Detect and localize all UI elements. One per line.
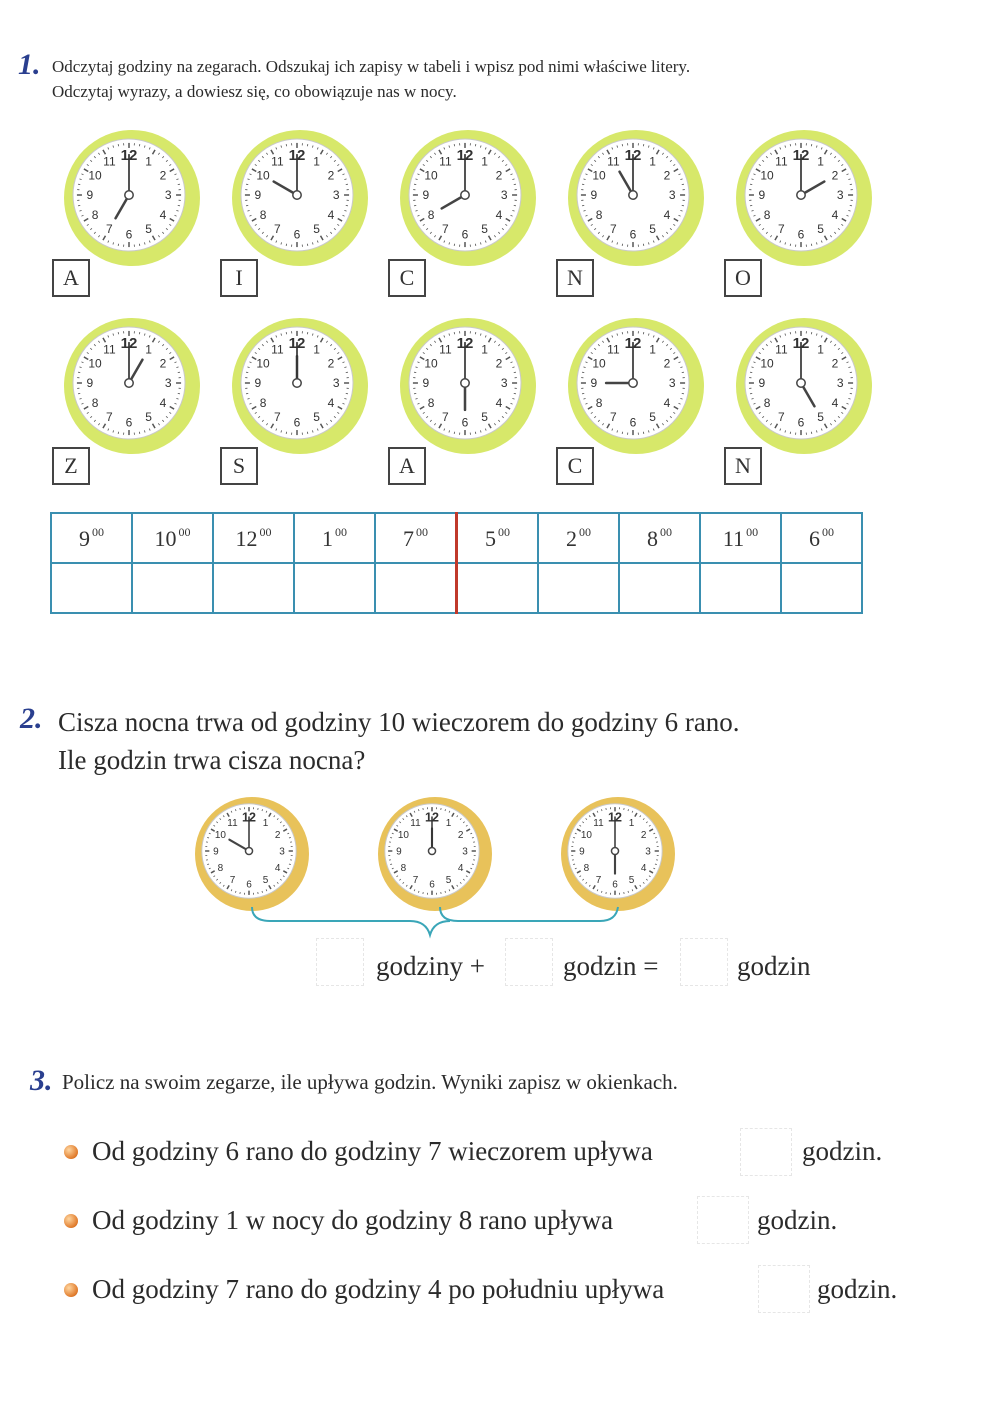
- svg-text:8: 8: [259, 395, 267, 410]
- task3-instruction: Policz na swoim zegarze, ile upływa godzin. Wyniki zapisz w okienkach.: [62, 1070, 678, 1094]
- svg-text:8: 8: [763, 207, 771, 222]
- svg-text:9: 9: [758, 188, 766, 203]
- svg-text:1: 1: [313, 154, 320, 169]
- svg-text:9: 9: [86, 376, 94, 391]
- svg-text:5: 5: [481, 410, 488, 425]
- svg-text:2: 2: [159, 356, 167, 371]
- svg-text:5: 5: [313, 410, 320, 425]
- svg-text:10: 10: [88, 356, 102, 371]
- interval-braces: [240, 905, 630, 945]
- svg-text:3: 3: [668, 376, 676, 391]
- bullet-icon: [64, 1145, 78, 1159]
- clock-letter-box: I: [220, 259, 258, 297]
- svg-text:10: 10: [88, 168, 102, 183]
- table-answer-cell[interactable]: [538, 563, 619, 613]
- svg-text:2: 2: [159, 168, 167, 183]
- svg-text:2: 2: [663, 168, 671, 183]
- svg-text:2: 2: [457, 829, 464, 841]
- svg-text:8: 8: [427, 207, 435, 222]
- table-answer-cell[interactable]: [132, 563, 213, 613]
- svg-text:9: 9: [254, 376, 262, 391]
- clock-4: [566, 128, 706, 268]
- svg-text:5: 5: [145, 410, 152, 425]
- svg-text:6: 6: [797, 415, 805, 430]
- brace-right: [440, 907, 618, 921]
- svg-text:5: 5: [313, 222, 320, 237]
- bullet-icon: [64, 1214, 78, 1228]
- svg-text:9: 9: [579, 846, 585, 858]
- svg-text:1: 1: [481, 342, 488, 357]
- clock-10: [734, 316, 874, 456]
- svg-text:4: 4: [663, 395, 671, 410]
- clock-letter-box: N: [724, 447, 762, 485]
- svg-text:8: 8: [595, 207, 603, 222]
- table-hour-cell: 1 $^{00}$: [294, 513, 375, 563]
- svg-text:3: 3: [332, 376, 340, 391]
- svg-text:7: 7: [778, 222, 785, 237]
- svg-text:5: 5: [649, 222, 656, 237]
- clock-letter-box: O: [724, 259, 762, 297]
- clock-8: [398, 316, 538, 456]
- table-hour-cell: 5 $^{00}$: [457, 513, 539, 563]
- svg-text:3: 3: [668, 188, 676, 203]
- clock-face-icon: [376, 795, 494, 913]
- svg-text:10: 10: [256, 168, 270, 183]
- night-clock-2: [376, 795, 494, 913]
- svg-text:6: 6: [797, 227, 805, 242]
- clock-face-icon: [566, 128, 706, 268]
- svg-text:12: 12: [456, 335, 474, 352]
- equation-part2: godzin =: [563, 951, 659, 981]
- clock-face-icon: [62, 128, 202, 268]
- table-hour-cell: 6 $^{00}$: [781, 513, 862, 563]
- svg-text:5: 5: [817, 410, 824, 425]
- svg-text:4: 4: [457, 863, 464, 875]
- clock-letter-box: C: [556, 447, 594, 485]
- task3-item-3-unit: godzin.: [817, 1274, 898, 1304]
- task2-question-line2: Ile godzin trwa cisza nocna?: [58, 745, 366, 775]
- svg-text:2: 2: [327, 168, 335, 183]
- task3-item-3-answer-box[interactable]: [758, 1265, 810, 1313]
- clock-face-icon: [566, 316, 706, 456]
- svg-text:11: 11: [593, 817, 604, 829]
- svg-text:8: 8: [91, 207, 99, 222]
- svg-text:4: 4: [640, 863, 647, 875]
- svg-text:10: 10: [592, 168, 606, 183]
- svg-text:11: 11: [103, 342, 116, 357]
- svg-text:5: 5: [817, 222, 824, 237]
- svg-text:3: 3: [164, 188, 172, 203]
- svg-text:12: 12: [624, 335, 642, 352]
- clock-letter-box: A: [52, 259, 90, 297]
- svg-text:8: 8: [259, 207, 267, 222]
- task1-instruction-line2: Odczytaj wyrazy, a dowiesz się, co obowiązuje nas w nocy.: [52, 82, 457, 101]
- svg-text:11: 11: [103, 154, 116, 169]
- svg-text:2: 2: [274, 829, 281, 841]
- svg-text:12: 12: [624, 147, 642, 164]
- svg-text:7: 7: [610, 410, 617, 425]
- task2-question-line1: Cisza nocna trwa od godziny 10 wieczorem do godziny 6 rano.: [58, 707, 740, 737]
- svg-text:4: 4: [327, 395, 335, 410]
- svg-text:9: 9: [758, 376, 766, 391]
- svg-text:12: 12: [288, 335, 306, 352]
- svg-text:12: 12: [792, 147, 810, 164]
- svg-text:11: 11: [607, 154, 620, 169]
- svg-text:8: 8: [763, 395, 771, 410]
- svg-text:6: 6: [629, 415, 637, 430]
- svg-text:8: 8: [217, 863, 224, 875]
- svg-text:12: 12: [242, 810, 256, 825]
- svg-text:3: 3: [836, 188, 844, 203]
- svg-text:12: 12: [120, 335, 138, 352]
- svg-text:1: 1: [817, 342, 824, 357]
- svg-text:9: 9: [590, 188, 598, 203]
- clock-face-icon: [398, 128, 538, 268]
- table-hour-cell: 10 $^{00}$: [132, 513, 213, 563]
- table-hour-cell: 2 $^{00}$: [538, 513, 619, 563]
- table-answer-cell[interactable]: [457, 563, 539, 613]
- svg-text:5: 5: [262, 875, 269, 887]
- svg-text:9: 9: [590, 376, 598, 391]
- svg-text:6: 6: [461, 415, 469, 430]
- svg-text:2: 2: [831, 356, 839, 371]
- svg-text:3: 3: [645, 846, 651, 858]
- svg-text:4: 4: [495, 207, 503, 222]
- night-clock-3: [559, 795, 677, 913]
- table-hour-cell: 8 $^{00}$: [619, 513, 700, 563]
- svg-text:3: 3: [836, 376, 844, 391]
- svg-text:12: 12: [456, 147, 474, 164]
- svg-text:7: 7: [442, 222, 449, 237]
- svg-text:2: 2: [663, 356, 671, 371]
- svg-text:8: 8: [595, 395, 603, 410]
- svg-text:6: 6: [293, 415, 301, 430]
- answer-table: [50, 512, 863, 614]
- svg-text:3: 3: [500, 188, 508, 203]
- svg-text:9: 9: [254, 188, 262, 203]
- svg-text:11: 11: [271, 154, 284, 169]
- svg-text:10: 10: [256, 356, 270, 371]
- equation-part3: godzin: [737, 951, 811, 981]
- svg-text:9: 9: [422, 188, 430, 203]
- svg-text:5: 5: [481, 222, 488, 237]
- equation-part1: godziny +: [376, 951, 485, 981]
- svg-text:4: 4: [274, 863, 281, 875]
- svg-text:9: 9: [213, 846, 219, 858]
- svg-text:11: 11: [271, 342, 284, 357]
- table-hour-cell: 7 $^{00}$: [375, 513, 457, 563]
- svg-text:5: 5: [649, 410, 656, 425]
- task3-item-2-unit: godzin.: [757, 1205, 838, 1235]
- task1-number: 1.: [18, 48, 41, 81]
- svg-text:8: 8: [583, 863, 590, 875]
- svg-text:9: 9: [422, 376, 430, 391]
- answer-box-hours-1[interactable]: [316, 938, 364, 986]
- svg-text:2: 2: [640, 829, 647, 841]
- task3-item-3-text: Od godziny 7 rano do godziny 4 po południu upływa: [92, 1274, 665, 1304]
- clock-3: [398, 128, 538, 268]
- svg-text:12: 12: [120, 147, 138, 164]
- svg-text:6: 6: [429, 879, 435, 891]
- svg-text:1: 1: [145, 342, 152, 357]
- task2-number: 2.: [20, 702, 43, 735]
- task3-item-2-text: Od godziny 1 w nocy do godziny 8 rano upływa: [92, 1205, 614, 1235]
- svg-text:12: 12: [792, 335, 810, 352]
- clock-letter-box: N: [556, 259, 594, 297]
- svg-text:4: 4: [159, 395, 167, 410]
- clock-letter-box: S: [220, 447, 258, 485]
- svg-text:7: 7: [274, 410, 281, 425]
- clock-1: [62, 128, 202, 268]
- task3-item-1-answer-box[interactable]: [740, 1128, 792, 1176]
- svg-text:10: 10: [592, 356, 606, 371]
- table-answer-cell[interactable]: [375, 563, 457, 613]
- svg-text:1: 1: [649, 342, 656, 357]
- clock-9: [566, 316, 706, 456]
- table-hour-cell: 11 $^{00}$: [700, 513, 781, 563]
- clock-2: [230, 128, 370, 268]
- table-answer-cell[interactable]: [781, 563, 862, 613]
- svg-text:12: 12: [608, 810, 622, 825]
- svg-text:7: 7: [778, 410, 785, 425]
- svg-text:1: 1: [817, 154, 824, 169]
- svg-text:3: 3: [500, 376, 508, 391]
- svg-text:7: 7: [106, 222, 113, 237]
- answer-box-total[interactable]: [680, 938, 728, 986]
- table-answer-cell[interactable]: [700, 563, 781, 613]
- svg-text:6: 6: [246, 879, 252, 891]
- svg-text:1: 1: [145, 154, 152, 169]
- clock-letter-box: A: [388, 447, 426, 485]
- task3-item-1-unit: godzin.: [802, 1136, 883, 1166]
- svg-text:6: 6: [125, 415, 133, 430]
- svg-text:4: 4: [159, 207, 167, 222]
- svg-text:4: 4: [663, 207, 671, 222]
- svg-text:1: 1: [628, 817, 635, 829]
- svg-text:11: 11: [775, 342, 788, 357]
- clock-6: [62, 316, 202, 456]
- answer-box-hours-2[interactable]: [505, 938, 553, 986]
- svg-text:10: 10: [760, 168, 774, 183]
- svg-text:12: 12: [288, 147, 306, 164]
- bullet-icon: [64, 1283, 78, 1297]
- svg-text:6: 6: [612, 879, 618, 891]
- answer-table-letters-row: [51, 563, 862, 613]
- svg-text:8: 8: [91, 395, 99, 410]
- svg-text:2: 2: [831, 168, 839, 183]
- svg-text:12: 12: [425, 810, 439, 825]
- clock-face-icon: [734, 128, 874, 268]
- svg-text:9: 9: [396, 846, 402, 858]
- svg-text:7: 7: [610, 222, 617, 237]
- clock-face-icon: [398, 316, 538, 456]
- svg-text:4: 4: [831, 207, 839, 222]
- svg-text:2: 2: [495, 168, 503, 183]
- svg-text:6: 6: [293, 227, 301, 242]
- table-answer-cell[interactable]: [619, 563, 700, 613]
- clock-face-icon: [62, 316, 202, 456]
- brace-left: [252, 907, 450, 935]
- svg-text:4: 4: [327, 207, 335, 222]
- clock-face-icon: [559, 795, 677, 913]
- svg-text:4: 4: [831, 395, 839, 410]
- svg-text:7: 7: [595, 875, 602, 887]
- svg-text:3: 3: [332, 188, 340, 203]
- clock-5: [734, 128, 874, 268]
- table-answer-cell[interactable]: [294, 563, 375, 613]
- svg-text:1: 1: [481, 154, 488, 169]
- clock-face-icon: [230, 316, 370, 456]
- svg-text:6: 6: [629, 227, 637, 242]
- svg-text:1: 1: [313, 342, 320, 357]
- svg-text:3: 3: [462, 846, 468, 858]
- svg-text:2: 2: [327, 356, 335, 371]
- svg-text:1: 1: [649, 154, 656, 169]
- svg-text:10: 10: [760, 356, 774, 371]
- svg-text:10: 10: [424, 168, 438, 183]
- svg-text:2: 2: [495, 356, 503, 371]
- task1-instruction-line1: Odczytaj godziny na zegarach. Odszukaj ich zapisy w tabeli i wpisz pod nimi właściwe litery.: [52, 57, 691, 76]
- svg-text:11: 11: [439, 154, 452, 169]
- table-hour-cell: 9 $^{00}$: [51, 513, 132, 563]
- svg-text:7: 7: [412, 875, 419, 887]
- night-clock-1: [193, 795, 311, 913]
- table-hour-cell: 12 $^{00}$: [213, 513, 294, 563]
- svg-text:3: 3: [164, 376, 172, 391]
- svg-text:5: 5: [445, 875, 452, 887]
- svg-text:7: 7: [229, 875, 236, 887]
- svg-text:7: 7: [274, 222, 281, 237]
- svg-text:7: 7: [106, 410, 113, 425]
- svg-text:11: 11: [410, 817, 421, 829]
- clock-face-icon: [230, 128, 370, 268]
- svg-text:1: 1: [445, 817, 452, 829]
- svg-text:6: 6: [125, 227, 133, 242]
- clock-letter-box: Z: [52, 447, 90, 485]
- clock-face-icon: [193, 795, 311, 913]
- clock-7: [230, 316, 370, 456]
- svg-text:1: 1: [262, 817, 269, 829]
- svg-text:4: 4: [495, 395, 503, 410]
- svg-text:11: 11: [775, 154, 788, 169]
- svg-text:7: 7: [442, 410, 449, 425]
- table-answer-cell[interactable]: [213, 563, 294, 613]
- task3-number: 3.: [30, 1064, 53, 1097]
- task3-item-2-answer-box[interactable]: [697, 1196, 749, 1244]
- svg-text:10: 10: [397, 829, 409, 841]
- svg-text:5: 5: [628, 875, 635, 887]
- clock-letter-box: C: [388, 259, 426, 297]
- svg-text:6: 6: [461, 227, 469, 242]
- table-answer-cell[interactable]: [51, 563, 132, 613]
- svg-text:3: 3: [279, 846, 285, 858]
- svg-text:11: 11: [439, 342, 452, 357]
- clock-face-icon: [734, 316, 874, 456]
- task3-item-1-text: Od godziny 6 rano do godziny 7 wieczorem upływa: [92, 1136, 653, 1166]
- svg-text:5: 5: [145, 222, 152, 237]
- svg-text:11: 11: [227, 817, 238, 829]
- answer-table-hours-row: [51, 513, 862, 563]
- svg-text:8: 8: [400, 863, 407, 875]
- svg-text:11: 11: [607, 342, 620, 357]
- svg-text:8: 8: [427, 395, 435, 410]
- svg-text:9: 9: [86, 188, 94, 203]
- svg-text:10: 10: [580, 829, 592, 841]
- svg-text:10: 10: [424, 356, 438, 371]
- svg-text:10: 10: [214, 829, 226, 841]
